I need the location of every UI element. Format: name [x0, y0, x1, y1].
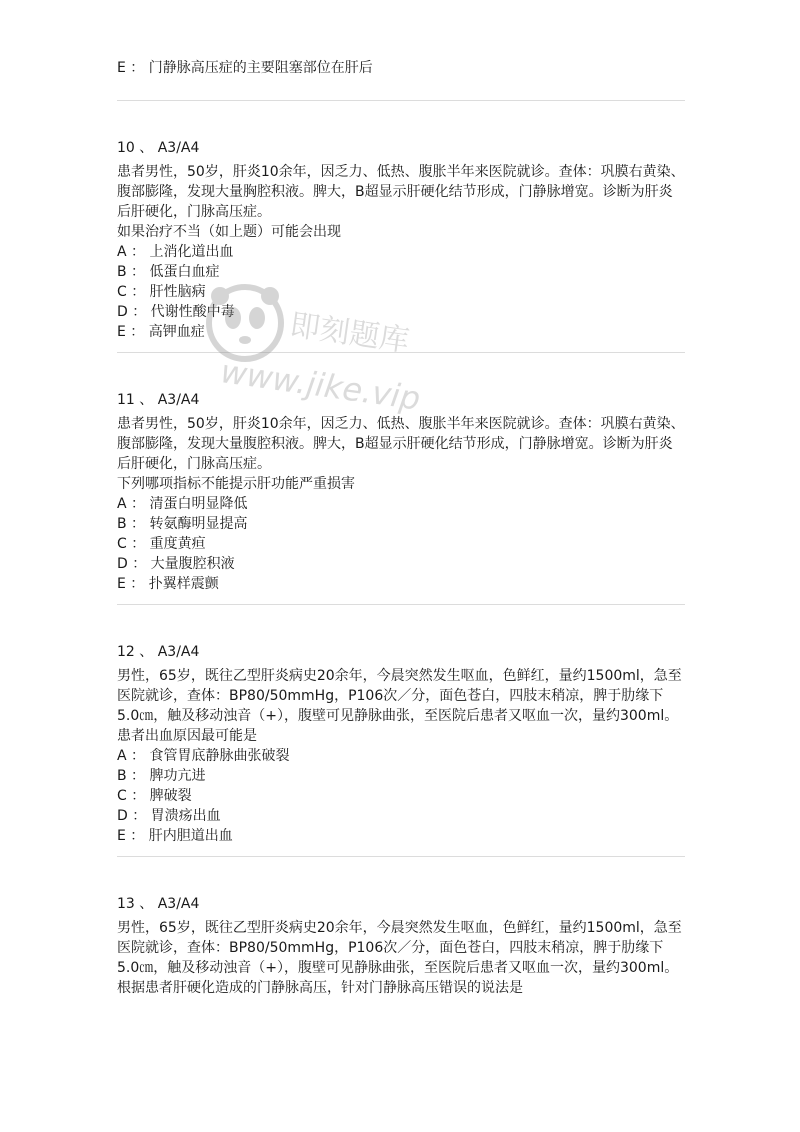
previous-option-e: E ： 门静脉高压症的主要阻塞部位在肝后: [117, 60, 373, 76]
option-a: A ： 食管胃底静脉曲张破裂: [117, 748, 290, 764]
option-a: A ： 清蛋白明显降低: [117, 496, 248, 512]
question-11: [117, 390, 685, 594]
question-header: 11 、 A3/A4: [117, 392, 200, 408]
question-header: 13 、 A3/A4: [117, 896, 200, 912]
option-c: C ： 重度黄疸: [117, 536, 206, 552]
separator: [117, 352, 685, 353]
question-10: [117, 138, 685, 342]
document-page: [117, 58, 685, 998]
option-d: D ： 代谢性酸中毒: [117, 304, 235, 320]
option-d: D ： 大量腹腔积液: [117, 556, 235, 572]
option-a: A ： 上消化道出血: [117, 244, 234, 260]
question-stem: 患者男性，50岁，肝炎10余年，因乏力、低热、腹胀半年来医院就诊。查体：巩膜右黄染、腹部膨隆，发现大量腹腔积液。脾大，B超显示肝硬化结节形成，门静脉增宽。诊断为肝炎后肝硬化，门脉高压症。: [117, 416, 685, 472]
separator: [117, 604, 685, 605]
option-c: C ： 脾破裂: [117, 788, 192, 804]
option-e: E ： 肝内胆道出血: [117, 828, 233, 844]
question-stem: 男性，65岁，既往乙型肝炎病史20余年，今晨突然发生呕血，色鲜红，量约1500ml，急至医院就诊，查体：BP80/50mmHg，P106次／分，面色苍白，四肢末稍凉，脾于肋缘下5.0㎝，触及移动浊音（+），腹壁可见静脉曲张，至医院后患者又呕血一次，量约300ml。: [117, 920, 682, 976]
question-text: 患者出血原因最可能是: [117, 728, 257, 744]
question-text: 下列哪项指标不能提示肝功能严重损害: [117, 476, 355, 492]
question-stem: 男性，65岁，既往乙型肝炎病史20余年，今晨突然发生呕血，色鲜红，量约1500ml，急至医院就诊，查体：BP80/50mmHg，P106次／分，面色苍白，四肢末稍凉，脾于肋缘下5.0㎝，触及移动浊音（+），腹壁可见静脉曲张，至医院后患者又呕血一次，量约300ml。: [117, 668, 682, 724]
question-13: [117, 894, 685, 998]
question-text: 如果治疗不当（如上题）可能会出现: [117, 224, 341, 240]
question-header: 10 、 A3/A4: [117, 140, 200, 156]
question-text: 根据患者肝硬化造成的门静脉高压，针对门静脉高压错误的说法是: [117, 980, 523, 996]
separator: [117, 856, 685, 857]
watermark-brand: 即刻题库: [287, 307, 412, 360]
question-stem: 患者男性，50岁，肝炎10余年，因乏力、低热、腹胀半年来医院就诊。查体：巩膜右黄染、腹部膨隆，发现大量胸腔积液。脾大，B超显示肝硬化结节形成，门静脉增宽。诊断为肝炎后肝硬化，门脉高压症。: [117, 164, 685, 220]
option-b: B ： 转氨酶明显提高: [117, 516, 248, 532]
option-d: D ： 胃溃疡出血: [117, 808, 221, 824]
option-c: C ： 肝性脑病: [117, 284, 206, 300]
option-b: B ： 低蛋白血症: [117, 264, 220, 280]
option-e: E ： 高钾血症: [117, 324, 205, 340]
watermark-url: www.jike.vip: [218, 352, 423, 418]
separator: [117, 100, 685, 101]
option-b: B ： 脾功亢进: [117, 768, 206, 784]
question-header: 12 、 A3/A4: [117, 644, 200, 660]
option-e: E ： 扑翼样震颤: [117, 576, 219, 592]
question-12: [117, 642, 685, 846]
